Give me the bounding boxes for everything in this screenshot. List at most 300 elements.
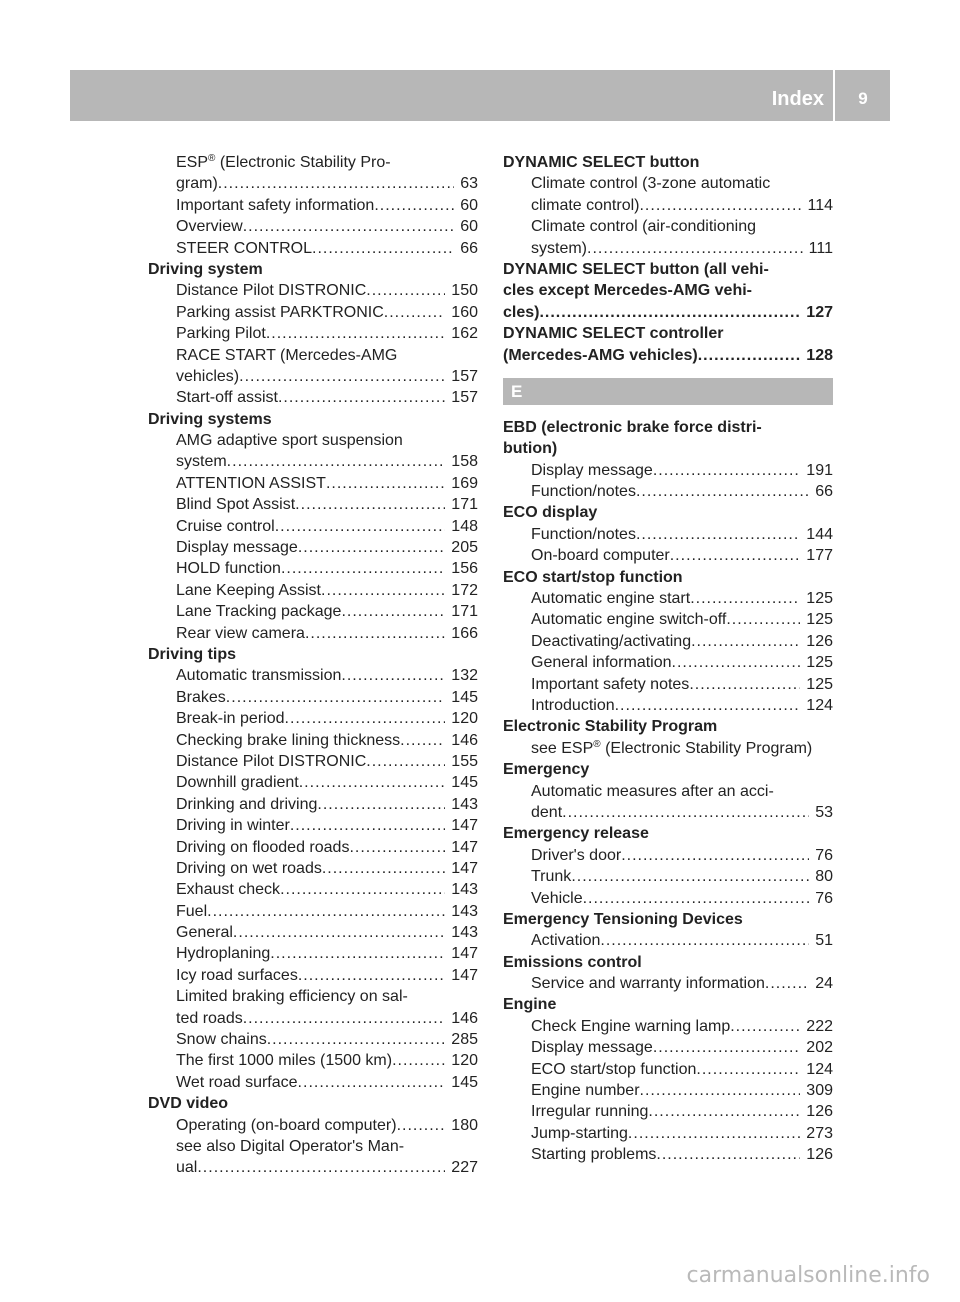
entry-text: bution)	[503, 440, 558, 458]
page-ref: 76	[815, 889, 833, 907]
dot-leader	[226, 687, 446, 708]
entry-text: Parking Pilot	[176, 325, 266, 343]
entry-text: Electronic Stability Program	[503, 718, 718, 736]
page-ref: 143	[451, 795, 478, 813]
page-ref: 111	[808, 239, 833, 257]
entry-text: cles except Mercedes-AMG vehi-	[503, 282, 752, 300]
page-ref: 63	[460, 175, 478, 193]
page-ref: 126	[806, 1146, 833, 1164]
entry-text: STEER CONTROL	[176, 239, 313, 257]
page-ref: 80	[815, 868, 833, 886]
page-ref: 156	[451, 560, 478, 578]
index-entry	[148, 195, 478, 216]
page-ref: 114	[807, 196, 833, 214]
entry-text: Operating (on-board computer)	[176, 1116, 397, 1134]
dot-leader	[400, 730, 445, 751]
entry-text: Checking brake lining thickness	[176, 731, 401, 749]
entry-text: The first 1000 miles (1500 km)	[176, 1052, 393, 1070]
page-ref: 171	[451, 603, 478, 621]
dot-leader	[295, 494, 445, 515]
index-heading	[148, 1093, 478, 1114]
page-ref: 146	[451, 1009, 478, 1027]
dot-leader	[218, 173, 454, 194]
page-ref: 51	[815, 932, 833, 950]
dot-leader	[298, 1072, 446, 1093]
section-letter-bar: E	[503, 378, 833, 405]
entry-text: Automatic engine start	[531, 590, 691, 608]
dot-leader	[233, 922, 445, 943]
dot-leader	[392, 1050, 445, 1071]
index-entry	[148, 387, 478, 408]
page-ref: 120	[451, 1052, 478, 1070]
index-entry	[503, 930, 833, 951]
index-column-left	[148, 152, 478, 1179]
page-ref: 309	[806, 1082, 833, 1100]
entry-text: system)	[531, 239, 587, 257]
index-heading	[503, 952, 833, 973]
index-entry	[148, 815, 478, 836]
entry-text: ESP	[176, 154, 209, 171]
dot-leader	[730, 1016, 800, 1037]
entry-text: Activation	[531, 932, 601, 950]
index-entry	[148, 965, 478, 986]
page-ref: 143	[451, 881, 478, 899]
dot-leader	[636, 524, 800, 545]
page-ref: 158	[451, 453, 478, 471]
index-entry	[148, 772, 478, 793]
index-entry	[503, 1101, 833, 1122]
entry-text: General	[176, 924, 233, 942]
entry-text: climate control)	[531, 196, 640, 214]
entry-text: Distance Pilot DISTRONIC	[176, 282, 367, 300]
entry-text: Overview	[176, 218, 243, 236]
entry-text: Driving system	[148, 260, 263, 278]
entry-text: Display message	[176, 539, 298, 557]
entry-text: Check Engine warning lamp	[531, 1017, 731, 1035]
dot-leader	[280, 879, 445, 900]
entry-text: HOLD function	[176, 560, 281, 578]
index-entry	[503, 460, 833, 481]
page-ref: 180	[451, 1116, 478, 1134]
page-ref: 76	[815, 846, 833, 864]
page-ref: 127	[806, 303, 833, 321]
page-ref: 171	[451, 496, 478, 514]
index-entry	[148, 623, 478, 644]
index-entry	[503, 866, 833, 887]
entry-text: Driving systems	[148, 410, 272, 428]
index-heading	[503, 323, 833, 344]
page-ref: 128	[806, 346, 833, 364]
entry-text: (Mercedes-AMG vehicles)	[503, 346, 698, 364]
entry-text: Emergency	[503, 761, 590, 779]
dot-leader	[266, 323, 445, 344]
dot-leader	[290, 815, 445, 836]
entry-text: Function/notes	[531, 525, 636, 543]
page-ref: 160	[451, 303, 478, 321]
entry-text: EBD (electronic brake force distri-	[503, 418, 762, 436]
index-entry	[148, 665, 478, 686]
page-ref: 147	[451, 945, 478, 963]
dot-leader	[639, 195, 801, 216]
dot-leader	[322, 858, 445, 879]
index-entry	[148, 708, 478, 729]
entry-text: system	[176, 453, 227, 471]
entry-text: cles)	[503, 303, 540, 321]
index-entry	[148, 751, 478, 772]
dot-leader	[648, 1101, 800, 1122]
page-ref: 124	[806, 1060, 833, 1078]
page-ref: 126	[806, 1103, 833, 1121]
dot-leader	[689, 674, 800, 695]
index-heading	[503, 716, 833, 737]
entry-text: Driving in winter	[176, 817, 290, 835]
entry-text: ECO start/stop function	[531, 1060, 697, 1078]
page-ref: 145	[451, 688, 478, 706]
entry-text: Fuel	[176, 902, 208, 920]
header-separator	[833, 70, 835, 121]
page-ref: 150	[451, 282, 478, 300]
dot-leader	[321, 580, 445, 601]
dot-leader	[239, 366, 445, 387]
dot-leader	[227, 451, 446, 472]
index-entry	[503, 1016, 833, 1037]
page-ref: 125	[806, 590, 833, 608]
dot-leader	[285, 708, 446, 729]
dot-leader	[653, 460, 800, 481]
index-entry	[148, 473, 478, 494]
index-heading	[503, 909, 833, 930]
index-heading	[503, 280, 833, 301]
page-ref: 66	[460, 239, 478, 257]
index-entry	[148, 152, 478, 173]
dot-leader	[243, 1008, 446, 1029]
dot-leader	[690, 588, 800, 609]
entry-text: Engine number	[531, 1082, 640, 1100]
entry-text: vehicles)	[176, 367, 240, 385]
entry-text: Automatic engine switch-off	[531, 611, 727, 629]
entry-text: Wet road surface	[176, 1073, 298, 1091]
entry-text: Driver's door	[531, 846, 622, 864]
entry-text: Jump-starting	[531, 1124, 628, 1142]
index-entry	[503, 588, 833, 609]
dot-leader	[366, 751, 445, 772]
index-entry	[503, 781, 833, 802]
dot-leader	[583, 888, 810, 909]
index-entry	[148, 1136, 478, 1157]
dot-leader	[207, 901, 445, 922]
entry-text: Downhill gradient	[176, 774, 299, 792]
entry-text: ECO display	[503, 504, 598, 522]
dot-leader	[317, 794, 445, 815]
index-heading	[503, 759, 833, 780]
entry-text: ted roads	[176, 1009, 243, 1027]
header-title: Index	[771, 88, 824, 110]
dot-leader	[672, 652, 801, 673]
entry-text-cont: (Electronic Stability Program)	[600, 739, 813, 757]
page-ref: 162	[451, 325, 478, 343]
page-ref: 146	[451, 731, 478, 749]
dot-leader	[726, 609, 800, 630]
dot-leader	[299, 772, 446, 793]
index-entry	[503, 1059, 833, 1080]
index-entry	[503, 173, 833, 194]
page-ref: 60	[460, 196, 478, 214]
index-heading	[503, 417, 833, 438]
index-entry	[148, 858, 478, 879]
dot-leader	[653, 1037, 800, 1058]
dot-leader	[275, 516, 446, 537]
index-heading	[503, 994, 833, 1015]
dot-leader	[374, 195, 454, 216]
entry-text: Driving on wet roads	[176, 859, 322, 877]
dot-leader	[640, 1080, 801, 1101]
dot-leader	[621, 845, 809, 866]
dot-leader	[270, 943, 445, 964]
index-entry	[503, 802, 833, 823]
entry-text: Function/notes	[531, 483, 636, 501]
index-entry	[503, 609, 833, 630]
dot-leader	[341, 665, 445, 686]
page-ref: 145	[451, 774, 478, 792]
entry-text: Lane Tracking package	[176, 603, 342, 621]
dot-leader	[305, 623, 445, 644]
index-entry	[503, 845, 833, 866]
dot-leader	[349, 837, 445, 858]
index-entry	[503, 652, 833, 673]
index-entry	[148, 345, 478, 366]
page-ref: 132	[451, 667, 478, 685]
index-entry	[148, 1050, 478, 1071]
dot-leader	[243, 216, 455, 237]
page-ref: 285	[451, 1031, 478, 1049]
dot-leader	[278, 387, 445, 408]
entry-text: Distance Pilot DISTRONIC	[176, 752, 367, 770]
entry-text: Irregular running	[531, 1103, 649, 1121]
index-heading	[148, 409, 478, 430]
index-entry	[148, 922, 478, 943]
dot-leader	[312, 238, 454, 259]
entry-text: Display message	[531, 461, 653, 479]
dot-leader	[298, 965, 445, 986]
dot-leader	[656, 1144, 800, 1165]
page-ref: 147	[451, 859, 478, 877]
index-entry	[503, 973, 833, 994]
page-ref: 53	[815, 803, 833, 821]
entry-text: Introduction	[531, 696, 615, 714]
page-ref: 172	[451, 581, 478, 599]
page-ref: 147	[451, 838, 478, 856]
entry-text: Driving tips	[148, 645, 237, 663]
dot-leader	[615, 695, 801, 716]
registered-mark: ®	[208, 153, 216, 164]
page-ref: 143	[451, 902, 478, 920]
entry-text: Important safety notes	[531, 675, 690, 693]
index-entry	[503, 524, 833, 545]
entry-text: Display message	[531, 1039, 653, 1057]
entry-text: Engine	[503, 996, 557, 1014]
dot-leader	[326, 473, 445, 494]
entry-text: Driving on flooded roads	[176, 838, 350, 856]
index-entry	[503, 195, 833, 216]
dot-leader	[341, 601, 445, 622]
dot-leader	[539, 302, 800, 323]
entry-text: Brakes	[176, 688, 226, 706]
index-entry	[148, 302, 478, 323]
index-entry	[503, 481, 833, 502]
entry-text: RACE START (Mercedes-AMG	[176, 346, 398, 364]
dot-leader	[696, 1059, 800, 1080]
entry-text: On-board computer	[531, 547, 670, 565]
index-heading	[503, 302, 833, 323]
index-entry	[148, 323, 478, 344]
entry-text: see also Digital Operator's Man-	[176, 1137, 405, 1155]
watermark: carmanualsonline.info	[686, 1263, 930, 1288]
page-ref: 147	[451, 966, 478, 984]
entry-text: Drinking and driving	[176, 795, 318, 813]
entry-text: Automatic measures after an acci-	[531, 782, 774, 800]
dot-leader	[384, 302, 446, 323]
entry-text: gram)	[176, 175, 218, 193]
index-entry	[503, 1123, 833, 1144]
index-entry	[503, 216, 833, 237]
index-entry	[148, 537, 478, 558]
page-ref: 126	[806, 632, 833, 650]
page-ref: 147	[451, 817, 478, 835]
page-ref: 205	[451, 539, 478, 557]
index-entry	[503, 1080, 833, 1101]
index-entry	[148, 516, 478, 537]
page-ref: 202	[806, 1039, 833, 1057]
entry-text: ECO start/stop function	[503, 568, 683, 586]
index-entry	[148, 451, 478, 472]
entry-text: Parking assist PARKTRONIC	[176, 303, 384, 321]
index-entry	[503, 631, 833, 652]
entry-text: DYNAMIC SELECT controller	[503, 325, 724, 343]
registered-mark: ®	[593, 738, 601, 750]
dot-leader	[298, 537, 445, 558]
index-heading	[503, 259, 833, 280]
index-heading	[503, 152, 833, 173]
index-entry	[148, 1157, 478, 1178]
index-heading	[503, 567, 833, 588]
index-entry	[148, 430, 478, 451]
dot-leader	[600, 930, 809, 951]
page-ref: 124	[806, 696, 833, 714]
index-entry	[148, 1008, 478, 1029]
index-entry	[148, 601, 478, 622]
index-entry	[148, 173, 478, 194]
dot-leader	[765, 973, 809, 994]
index-heading	[503, 502, 833, 523]
entry-text: ATTENTION ASSIST	[176, 474, 326, 492]
dot-leader	[628, 1123, 800, 1144]
entry-text: DYNAMIC SELECT button	[503, 154, 700, 171]
page-ref: 177	[806, 547, 833, 565]
entry-text: DVD video	[148, 1095, 229, 1113]
page-ref: 60	[460, 218, 478, 236]
index-entry	[148, 216, 478, 237]
index-entry	[503, 1144, 833, 1165]
page-ref: 169	[451, 474, 478, 492]
index-entry	[148, 1115, 478, 1136]
entry-text: Hydroplaning	[176, 945, 271, 963]
entry-text: Lane Keeping Assist	[176, 581, 321, 599]
page-ref: 125	[806, 654, 833, 672]
entry-text: Climate control (3-zone automatic	[531, 175, 771, 193]
entry-text: Important safety information	[176, 196, 375, 214]
page-ref: 143	[451, 924, 478, 942]
entry-text: ual	[176, 1159, 198, 1177]
page-ref: 157	[451, 367, 478, 385]
index-entry	[148, 558, 478, 579]
dot-leader	[587, 238, 803, 259]
index-entry	[148, 280, 478, 301]
dot-leader	[366, 280, 445, 301]
entry-text: Automatic transmission	[176, 667, 342, 685]
entry-text: Deactivating/activating	[531, 632, 692, 650]
index-entry	[503, 888, 833, 909]
entry-text: Exhaust check	[176, 881, 281, 899]
page-ref: 120	[451, 710, 478, 728]
index-entry	[148, 986, 478, 1007]
index-entry	[148, 238, 478, 259]
entry-text: Vehicle	[531, 889, 583, 907]
page-ref: 125	[806, 611, 833, 629]
entry-text: see ESP	[531, 739, 594, 757]
entry-text: Snow chains	[176, 1031, 267, 1049]
dot-leader	[397, 1115, 446, 1136]
index-heading	[148, 259, 478, 280]
entry-text: Start-off assist	[176, 389, 278, 407]
index-entry	[503, 695, 833, 716]
entry-text: Limited braking efficiency on sal-	[176, 988, 408, 1006]
entry-text: Break-in period	[176, 710, 285, 728]
dot-leader	[670, 545, 801, 566]
entry-text: Climate control (air-conditioning	[531, 218, 756, 236]
index-heading	[148, 644, 478, 665]
page-ref: 66	[815, 483, 833, 501]
page-ref: 166	[451, 624, 478, 642]
index-heading	[503, 438, 833, 459]
index-entry	[148, 901, 478, 922]
page-ref: 157	[451, 389, 478, 407]
dot-leader	[281, 558, 445, 579]
index-entry	[503, 545, 833, 566]
page-ref: 148	[451, 517, 478, 535]
page-ref: 191	[806, 461, 833, 479]
entry-text: Emergency release	[503, 825, 649, 843]
entry-text: Trunk	[531, 868, 572, 886]
entry-text: Emergency Tensioning Devices	[503, 910, 743, 928]
page-ref: 227	[451, 1159, 478, 1177]
index-heading	[503, 823, 833, 844]
dot-leader	[698, 345, 801, 366]
index-entry	[148, 837, 478, 858]
index-entry	[503, 738, 833, 759]
page-ref: 273	[806, 1124, 833, 1142]
page-ref: 125	[806, 675, 833, 693]
entry-text: Starting problems	[531, 1146, 657, 1164]
index-column-right	[503, 152, 833, 1166]
entry-text: Icy road surfaces	[176, 966, 298, 984]
index-entry	[148, 943, 478, 964]
entry-text: Blind Spot Assist	[176, 496, 296, 514]
entry-text: General information	[531, 654, 672, 672]
index-entry	[148, 494, 478, 515]
index-entry	[148, 687, 478, 708]
index-entry	[503, 238, 833, 259]
entry-text: DYNAMIC SELECT button (all vehi-	[503, 260, 769, 278]
